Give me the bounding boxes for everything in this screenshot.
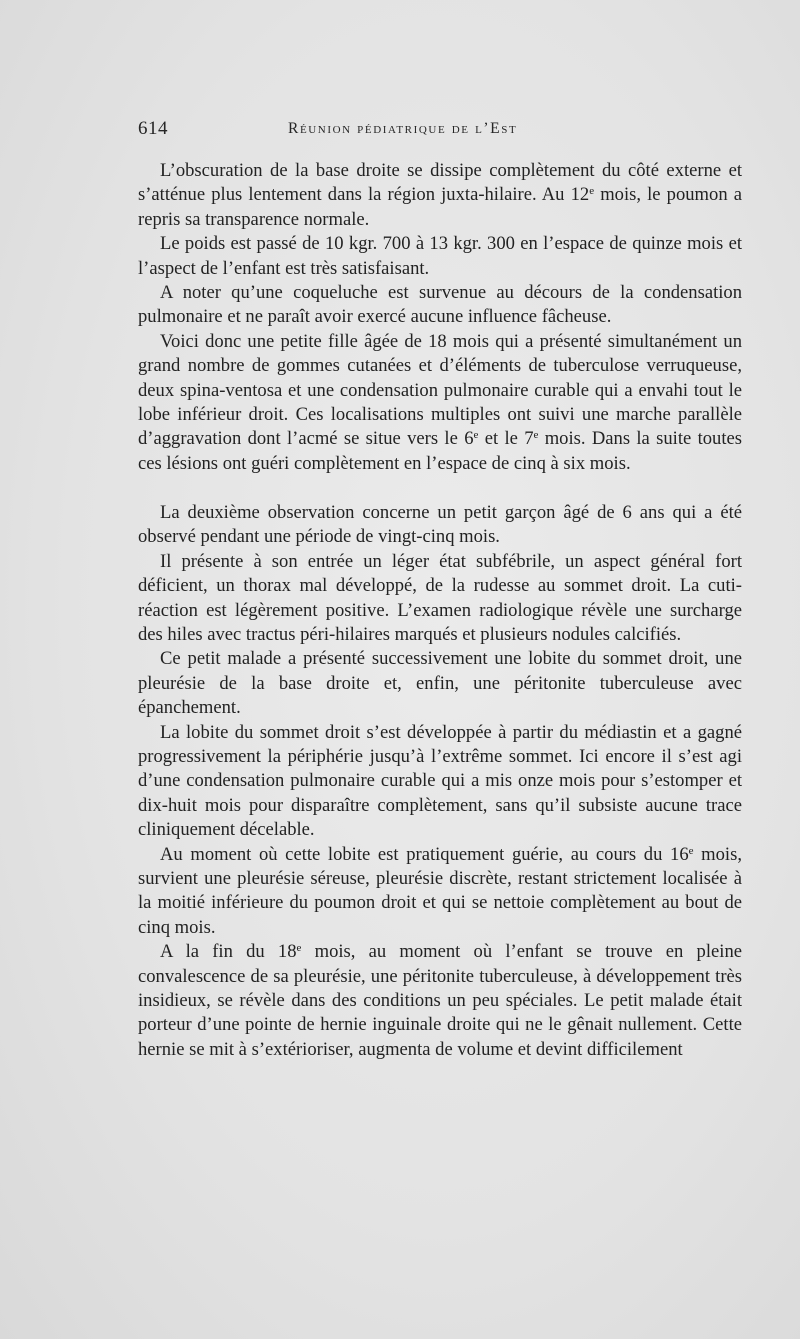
paragraph: Voici donc une petite fille âgée de 18 mois qui a présenté simultanément un grand nombre de gommes cutanées et d’éléments de tuberculose verruqueuse, deux spina-ventosa et une condensation pulmonaire curable qui a envahi tout le lobe inférieur droit. Ces localisations multiples ont suivi une marche parallèle d’aggravation dont l’acmé se situe vers le 6e et le 7e mois. Dans la suite toutes ces lésions ont guéri complètement en l’espace de cinq à six mois. <box>138 330 742 474</box>
paragraph: Ce petit malade a présenté successivement une lobite du sommet droit, une pleurésie de la base droite et, enfin, une péritonite tuberculeuse avec épanchement. <box>138 648 742 719</box>
page-header <box>138 118 742 146</box>
paragraph: A noter qu’une coqueluche est survenue au décours de la condensation pulmonaire et ne paraît avoir exercé aucune influence fâcheuse. <box>138 282 742 328</box>
page-number: 614 <box>138 118 168 139</box>
section-break <box>138 476 742 501</box>
running-head: Réunion pédiatrique de l’Est <box>288 120 518 137</box>
body-text <box>138 159 742 1062</box>
paragraph: Il présente à son entrée un léger état subfébrile, un aspect général fort déficient, un thorax mal développé, de la rudesse au sommet droit. La cuti-réaction est légèrement positive. L’examen radiologique révèle une surcharge des hiles avec tractus péri-hilaires marqués et plusieurs nodules calcifiés. <box>138 550 742 645</box>
paragraph: A la fin du 18e mois, au moment où l’enfant se trouve en pleine convalescence de sa pleurésie, une péritonite tuberculeuse, à développement très insidieux, se révèle dans des conditions un peu spéciales. Le petit malade était porteur d’une pointe de hernie inguinale droite qui ne le gênait nullement. Cette hernie se mit à s’extérioriser, augmenta de volume et devint difficilement <box>138 941 742 1060</box>
paragraph: Au moment où cette lobite est pratiquement guérie, au cours du 16e mois, survient une pleurésie séreuse, pleurésie discrète, restant strictement localisée à la moitié inférieure du poumon droit et qui se nettoie complètement au bout de cinq mois. <box>138 843 742 938</box>
paragraph: La deuxième observation concerne un petit garçon âgé de 6 ans qui a été observé pendant une période de vingt-cinq mois. <box>138 501 742 548</box>
paragraph: La lobite du sommet droit s’est développée à partir du médiastin et a gagné progressivement la périphérie jusqu’à l’extrême sommet. Ici encore il s’est agi d’une condensation pulmonaire curable qui a mis onze mois pour s’estomper et dix-huit mois pour disparaître complètement, sans qu’il subsiste aucune trace cliniquement décelable. <box>138 721 742 841</box>
paragraph: Le poids est passé de 10 kgr. 700 à 13 kgr. 300 en l’espace de quinze mois et l’aspect de l’enfant est très satisfaisant. <box>138 233 742 279</box>
paragraph: L’obscuration de la base droite se dissipe complètement du côté externe et s’atténue plus lentement dans la région juxta-hilaire. Au 12e mois, le poumon a repris sa transparence normale. <box>138 160 742 230</box>
